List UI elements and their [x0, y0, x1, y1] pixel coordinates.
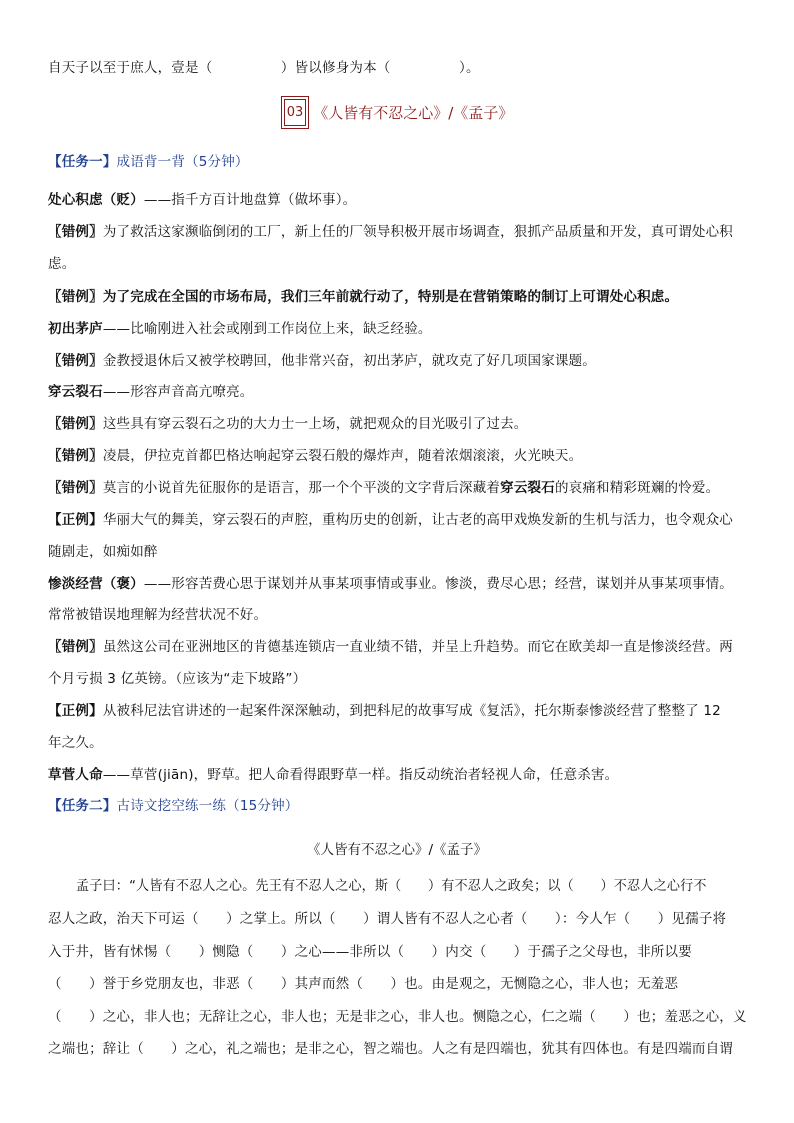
example-line [48, 220, 748, 240]
example-tag: 【正例】 [48, 512, 103, 528]
example-text: 虽然这公司在亚洲地区的肯德基连锁店一直业绩不错，并呈上升趋势。而它在欧美却一直是惨淡经营。两 [102, 639, 734, 655]
passage-line: （ ）之心，非人也；无辞让之心，非人也；无是非之心，非人也。恻隐之心，仁之端（ ）也；羞恶之心，义 [48, 1009, 747, 1025]
task1-heading [48, 150, 748, 170]
idiom-term: 惨淡经营（褒） [48, 576, 144, 592]
top-line: 自天子以至于庶人，壹是（ ）皆以修身为本（ ）。 [48, 60, 480, 76]
example-text: 凌晨，伊拉克首都巴格达响起穿云裂石般的爆炸声，随着浓烟滚滚，火光映天。 [102, 448, 583, 464]
task1-bracket-open: 【 [48, 154, 62, 170]
example-tag: 〖错例〗 [48, 448, 103, 464]
example-line [48, 699, 748, 719]
example-continuation: 随剧走，如痴如醉 [48, 544, 158, 560]
example-text-b: 的哀痛和精彩斑斓的怜爱。 [554, 480, 720, 496]
passage-line: 忍人之政，治天下可运（ ）之掌上。所以（ ）谓人皆有不忍人之心者（ ）：今人乍（ ）见孺子将 [48, 911, 727, 927]
idiom-definition: ——草菅(jiān)，野草。把人命看得跟野草一样。指反动统治者轻视人命，任意杀害。 [102, 767, 619, 783]
idiom-term: 草菅人命 [48, 767, 103, 783]
example-line [48, 444, 748, 464]
idiom-definition: ——指千方百计地盘算（做坏事）。 [143, 192, 357, 208]
idiom-definition: ——形容声音高亢嘹亮。 [102, 384, 254, 400]
idiom-definition: ——比喻刚进入社会或刚到工作岗位上来，缺乏经验。 [102, 321, 432, 337]
section-title: 《人皆有不忍之心》/《孟子》 [313, 104, 514, 122]
passage-line: 之端也；辞让（ ）之心，礼之端也；是非之心，智之端也。人之有是四端也，犹其有四体也。有是四端而自谓 [48, 1041, 733, 1057]
example-line [48, 412, 748, 432]
example-emphasis: 穿云裂石 [500, 480, 555, 496]
idiom-term-line [48, 317, 748, 337]
example-line [48, 508, 748, 528]
idiom-definition: ——形容苦费心思于谋划并从事某项事情或事业。惨淡，费尽心思；经营，谋划并从事某项事情。 [143, 576, 734, 592]
idiom-term-line [48, 572, 748, 592]
task1-text: 成语背一背（5分钟） [116, 154, 249, 170]
idiom-term-line [48, 380, 748, 400]
passage-line: 入于井，皆有怵惕（ ）恻隐（ ）之心——非所以（ ）内交（ ）于孺子之父母也，非所以要 [48, 944, 692, 960]
example-line [48, 476, 748, 496]
example-tag: 〖错例〗 [48, 416, 103, 432]
section-number-box [281, 96, 310, 129]
example-line [48, 635, 748, 655]
idiom-term: 处心积虑（贬） [48, 192, 144, 208]
example-text: 这些具有穿云裂石之功的大力士一上场，就把观众的目光吸引了过去。 [102, 416, 528, 432]
passage-line: （ ）誉于乡党朋友也，非恶（ ）其声而然（ ）也。由是观之，无恻隐之心，非人也；无羞恶 [48, 976, 679, 992]
idiom-term-line [48, 188, 748, 208]
task2-bracket-close: 】 [102, 798, 117, 814]
task2-label: 任务二 [61, 798, 103, 814]
task2-bracket-open: 【 [48, 798, 62, 814]
example-tag: 〖错例〗 [48, 289, 103, 305]
idiom-term: 初出茅庐 [48, 321, 103, 337]
example-continuation: 个月亏损 3 亿英镑。（应该为“走下坡路”） [48, 671, 307, 687]
example-line [48, 349, 748, 369]
example-tag: 【正例】 [48, 703, 103, 719]
section-heading [0, 96, 794, 129]
task2-text: 古诗文挖空练一练（15分钟） [116, 798, 299, 814]
example-text: 为了完成在全国的市场布局，我们三年前就行动了，特别是在营销策略的制订上可谓处心积虑。 [102, 289, 679, 305]
task1-label: 任务一 [61, 154, 103, 170]
example-text: 金教授退休后又被学校聘回，他非常兴奋，初出茅庐，就攻克了好几项国家课题。 [102, 353, 597, 369]
example-text: 为了救活这家濒临倒闭的工厂，新上任的厂领导积极开展市场调查，狠抓产品质量和开发，真可谓处心积 [102, 224, 734, 240]
example-tag: 〖错例〗 [48, 353, 103, 369]
task1-bracket-close: 】 [102, 154, 117, 170]
example-tag: 〖错例〗 [48, 480, 103, 496]
idiom-term: 穿云裂石 [48, 384, 103, 400]
example-text: 华丽大气的舞美，穿云裂石的声腔，重构历史的创新，让古老的高甲戏焕发新的生机与活力，也令观众心 [102, 512, 734, 528]
example-tag: 〖错例〗 [48, 639, 103, 655]
example-continuation: 虑。 [48, 256, 76, 272]
example-continuation: 年之久。 [48, 735, 103, 751]
example-line [48, 285, 748, 305]
example-text: 从被科尼法官讲述的一起案件深深触动，到把科尼的故事写成《复活》，托尔斯泰惨淡经营了整整了 12 [102, 703, 721, 719]
example-tag: 〖错例〗 [48, 224, 103, 240]
example-text-a: 莫言的小说首先征服你的是语言，那一个个平淡的文字背后深藏着 [102, 480, 501, 496]
passage-title: 《人皆有不忍之心》/《孟子》 [306, 842, 488, 858]
section-number: 03 [284, 99, 307, 126]
idiom-term-line [48, 763, 748, 783]
passage-line: 孟子曰：“人皆有不忍人之心。先王有不忍人之心，斯（ ）有不忍人之政矣；以（ ）不忍人之心行不 [76, 878, 707, 894]
task2-heading [48, 794, 748, 814]
definition-continuation: 常常被错误地理解为经营状况不好。 [48, 607, 268, 623]
